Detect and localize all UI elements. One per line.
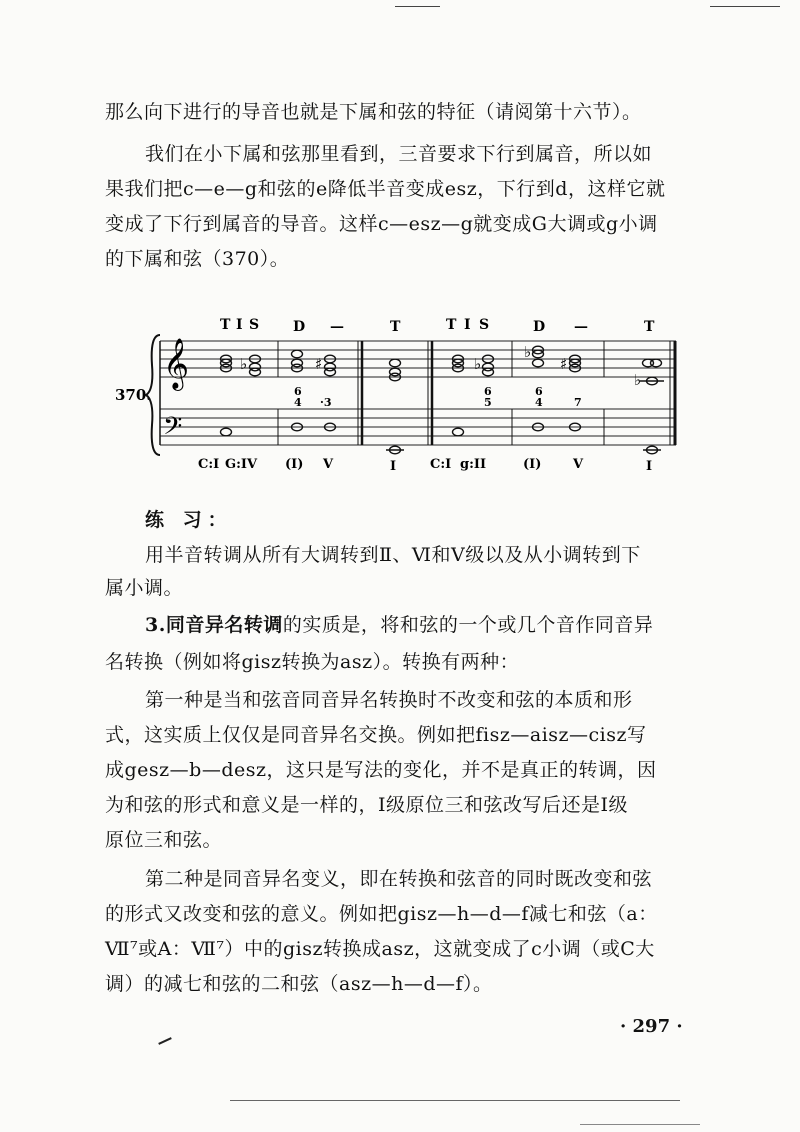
- function-labels: [220, 317, 655, 335]
- analysis-label: I: [646, 459, 653, 474]
- treble-staff: [160, 341, 676, 377]
- section-3-line: 名转换（例如将gisz转换为asz）。转换有两种：: [105, 651, 520, 673]
- section-3-text: 的实质是，将和弦的一个或几个音作同音异: [282, 614, 654, 636]
- paragraph-line: 果我们把c—e—g和弦的e降低半音变成esz，下行到d，这样它就: [105, 178, 666, 200]
- paragraph-line: 的形式又改变和弦的意义。例如把gisz—h—d—f减七和弦（a：: [105, 903, 658, 925]
- figure: 6: [294, 385, 302, 398]
- exercise-line: 用半音转调从所有大调转到Ⅱ、Ⅵ和Ⅴ级以及从小调转到下: [145, 544, 641, 566]
- analysis-label: g:II: [460, 457, 487, 472]
- function-label: T: [390, 319, 401, 335]
- sharp-icon: ♯: [315, 355, 323, 373]
- function-label: T: [446, 317, 457, 333]
- paragraph-line: 式，这实质上仅仅是同音异名交换。例如把fisz—aisz—cisz写: [105, 724, 647, 746]
- figure: ·3: [320, 396, 332, 409]
- figure: 4: [535, 396, 543, 409]
- function-label: I: [236, 317, 243, 333]
- paragraph-line: 原位三和弦。: [105, 829, 223, 851]
- figured-bass: [294, 385, 582, 409]
- paragraph-line: 成gesz—b—desz，这只是写法的变化，并不是真正的转调，因: [105, 759, 657, 781]
- example-number: 370.: [115, 386, 152, 404]
- analysis-label: C:I: [198, 457, 220, 472]
- paragraph-line: 调）的减七和弦的二和弦（asz—h—d—f）。: [105, 973, 493, 995]
- treble-notes: [221, 346, 665, 385]
- analysis-label: V: [323, 457, 334, 472]
- figure: 6: [535, 385, 543, 398]
- analysis-labels: [198, 457, 652, 474]
- flat-icon: ♭: [634, 371, 642, 389]
- barlines: [160, 341, 675, 445]
- bass-staff: [160, 409, 676, 445]
- treble-clef-icon: 𝄞: [163, 338, 190, 389]
- scan-mark-top-right: [710, 6, 780, 7]
- bass-notes: [221, 423, 662, 454]
- function-label: —: [330, 319, 344, 335]
- analysis-label: (I): [523, 457, 542, 472]
- paragraph-line: 第一种是当和弦音同音异名转换时不改变和弦的本质和形: [145, 689, 633, 711]
- function-label: D: [533, 319, 546, 335]
- scan-mark-pen-stroke: [158, 1037, 172, 1045]
- function-label: T: [644, 319, 655, 335]
- analysis-label: I: [390, 459, 397, 474]
- paragraph-line: 第二种是同音异名变义，即在转换和弦音的同时既改变和弦: [145, 868, 653, 890]
- exercise-line: 属小调。: [105, 577, 184, 599]
- paragraph-line: 变成了下行到属音的导音。这样c—esz—g就变成G大调或g小调: [105, 213, 658, 235]
- section-3-line: [145, 613, 695, 637]
- analysis-label: (I): [285, 457, 304, 472]
- analysis-label: G:IV: [225, 457, 258, 472]
- function-label: I: [464, 317, 471, 333]
- function-label: —: [574, 319, 588, 335]
- function-label: S: [249, 317, 260, 333]
- sharp-icon: ♯: [560, 355, 568, 373]
- page-number: · 297 ·: [620, 1016, 683, 1037]
- flat-icon: ♭: [240, 355, 248, 373]
- scan-mark-bottom-dash: [580, 1124, 700, 1125]
- paragraph-line: 为和弦的形式和意义是一样的，Ⅰ级原位三和弦改写后还是Ⅰ级: [105, 794, 629, 816]
- figure: 7: [574, 396, 582, 409]
- figure: 4: [294, 396, 302, 409]
- paragraph-line: Ⅶ⁷或A：Ⅶ⁷）中的gisz转换成asz，这就变成了c小调（或C大: [105, 938, 655, 960]
- music-example-370: [0, 305, 800, 480]
- analysis-label: C:I: [430, 457, 452, 472]
- exercise-heading: 练 习：: [145, 509, 233, 531]
- scan-mark-top-left: [395, 6, 440, 7]
- figure: 5: [484, 396, 492, 409]
- function-label: D: [293, 319, 306, 335]
- paragraph-line: 那么向下进行的导音也就是下属和弦的特征（请阅第十六节）。: [105, 101, 642, 123]
- flat-icon: ♭: [474, 355, 482, 373]
- section-3-heading: 3.同音异名转调: [145, 614, 283, 636]
- function-label: S: [479, 317, 490, 333]
- function-label: T: [220, 317, 231, 333]
- paragraph-line: 的下属和弦（370）。: [105, 248, 290, 270]
- bass-clef-icon: 𝄢: [163, 412, 183, 447]
- flat-icon: ♭: [524, 343, 532, 361]
- analysis-label: V: [573, 457, 584, 472]
- scan-mark-bottom-rule: [230, 1100, 680, 1101]
- figure: 6: [484, 385, 492, 398]
- paragraph-line: 我们在小下属和弦那里看到，三音要求下行到属音，所以如: [145, 143, 653, 165]
